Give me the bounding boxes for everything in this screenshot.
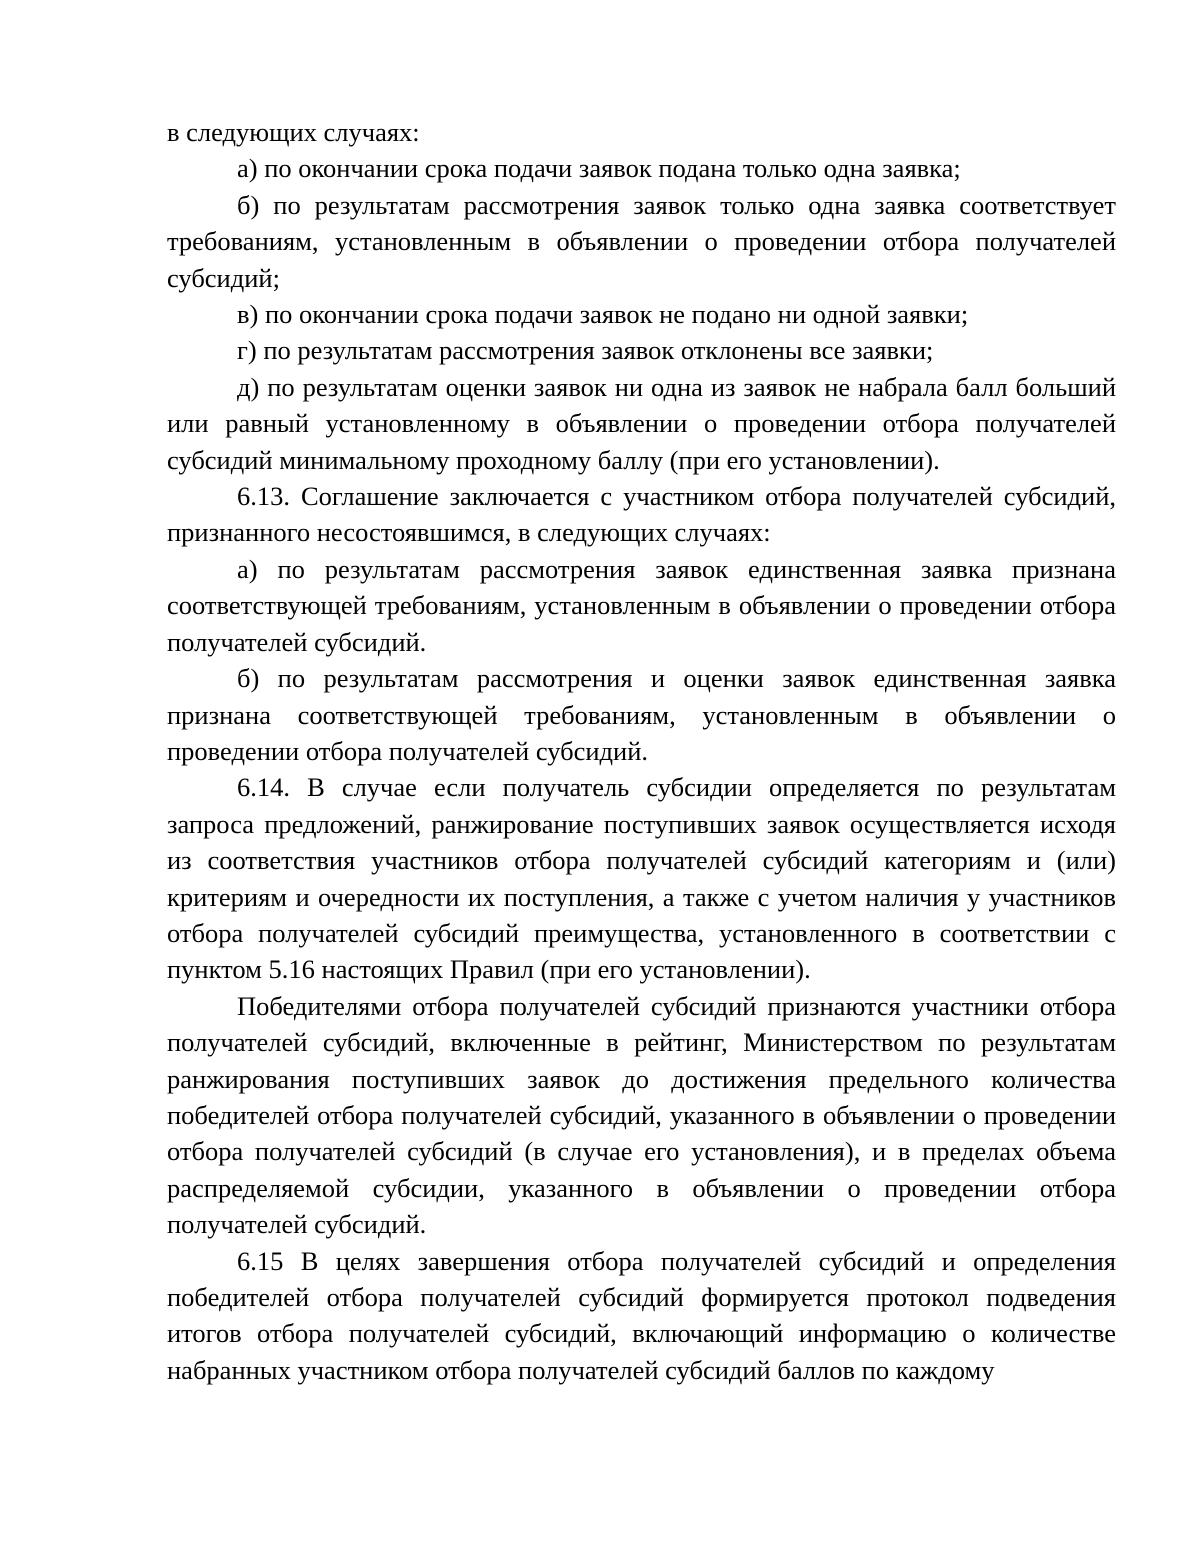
paragraph-clause-6-13: 6.13. Соглашение заключается с участником отбора получателей субсидий, признанного несостоявшимся, в следующих случаях:: [167, 481, 1116, 548]
paragraph-clause-6-13-a: а) по результатам рассмотрения заявок единственная заявка признана соответствующей требованиям, установленным в объявлении о проведении отбора получателей субсидий.: [167, 553, 1116, 657]
paragraph-case-v: в) по окончании срока подачи заявок не подано ни одной заявки;: [237, 299, 969, 330]
paragraph-case-a: а) по окончании срока подачи заявок подана только одна заявка;: [237, 153, 961, 184]
paragraph-winners: Победителями отбора получателей субсидий признаются участники отбора получателей субсидий, включенные в рейтинг, Министерством по результатам ранжирования поступивших заявок до достижения предельного количества победителей отбора получателей субсидий, указанного в объявлении о проведении отбора получателей субсидий (в случае его установления), и в пределах объема распределяемой субсидии, указанного в объявлении о проведении отбора получателей субсидий.: [167, 990, 1116, 1240]
document-page: [167, 114, 1116, 1388]
paragraph-clause-6-13-b: б) по результатам рассмотрения и оценки заявок единственная заявка признана соответствующей требованиям, установленным в объявлении о проведении отбора получателей субсидий.: [167, 663, 1116, 766]
paragraph-case-d: д) по результатам оценки заявок ни одна из заявок не набрала балл больший или равный установленному в объявлении о проведении отбора получателей субсидий минимальному проходному баллу (при его установлении).: [167, 371, 1116, 475]
paragraph-clause-6-15: 6.15 В целях завершения отбора получателей субсидий и определения победителей отбора получателей субсидий формируется протокол подведения итогов отбора получателей субсидий, включающий информацию о количестве набранных участником отбора получателей субсидий баллов по каждому: [167, 1245, 1116, 1385]
paragraph-cases-intro: в следующих случаях:: [167, 117, 420, 147]
paragraph-clause-6-14: 6.14. В случае если получатель субсидии определяется по результатам запроса предложений, ранжирование поступивших заявок осуществляется исходя из соответствия участников отбора получателей субсидий категориям и (или) критериям и очередности их поступления, а также с учетом наличия у участников отбора получателей субсидий преимущества, установленного в соответствии с пунктом 5.16 настоящих Правил (при его установлении).: [167, 772, 1116, 985]
paragraph-case-b: б) по результатам рассмотрения заявок только одна заявка соответствует требованиям, установленным в объявлении о проведении отбора получателей субсидий;: [167, 189, 1116, 293]
paragraph-case-g: г) по результатам рассмотрения заявок отклонены все заявки;: [237, 335, 934, 366]
